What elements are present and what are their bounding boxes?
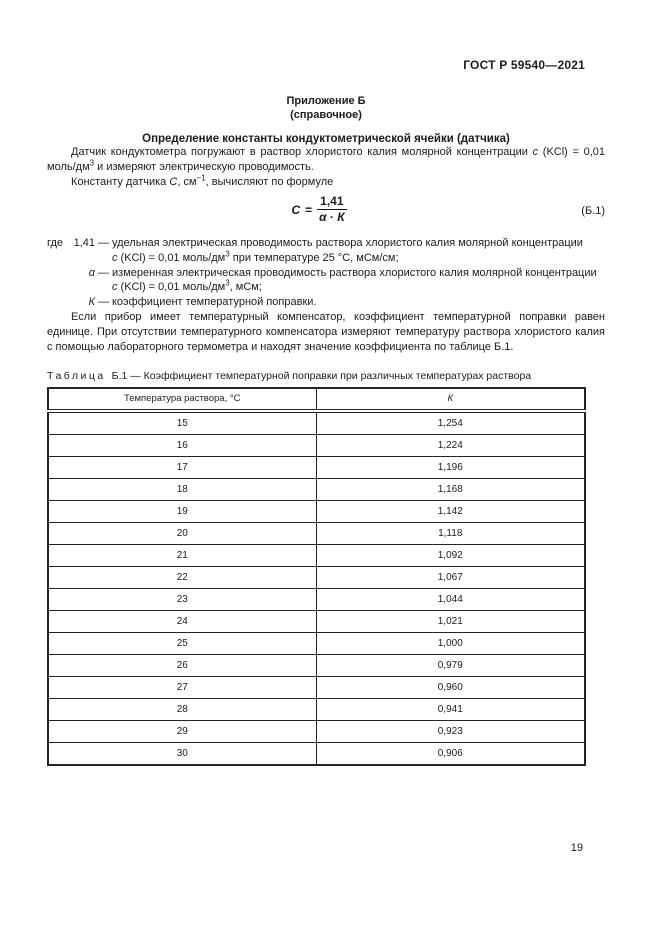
formula-dot-operator: · xyxy=(326,210,338,224)
k-value-cell: 1,224 xyxy=(316,434,585,456)
table-row xyxy=(48,522,585,544)
p1-text-b: (KCl) = 0,01 моль/дм xyxy=(47,146,605,173)
k-value-cell: 1,118 xyxy=(316,522,585,544)
appendix-heading xyxy=(47,94,605,122)
table-row xyxy=(48,411,585,435)
section-title: Определение константы кондуктометрической ячейки (датчика) xyxy=(142,133,510,145)
definition-dash: — xyxy=(98,237,109,249)
table-caption-number: Б.1 xyxy=(111,369,128,382)
definition-dash: — xyxy=(98,296,109,309)
table-row xyxy=(48,434,585,456)
temperature-correction-table xyxy=(47,387,586,766)
table-row xyxy=(48,632,585,654)
definition-alpha-var-c: с xyxy=(112,281,118,294)
k-value-cell: 1,168 xyxy=(316,478,585,500)
temperature-cell: 15 xyxy=(176,417,188,429)
table-caption-text: Коэффициент температурной поправки при различных температурах раствора xyxy=(143,369,532,382)
p2-var-c: С xyxy=(169,176,178,188)
temperature-cell: 22 xyxy=(48,566,316,588)
definition-row-k xyxy=(47,295,605,310)
appendix-kind: (справочное) xyxy=(290,109,362,121)
k-value-cell: 0,979 xyxy=(316,654,585,676)
table-row xyxy=(48,610,585,632)
k-value-cell: 0,941 xyxy=(316,698,585,720)
p2-text-a: Константу датчика xyxy=(71,176,170,188)
formula-cell-constant xyxy=(291,195,346,224)
k-value-cell: 1,092 xyxy=(316,544,585,566)
paragraph-compensator: Если прибор имеет температурный компенсатор, коэффициент температурной поправки равен единице. При отсутствии температурного компенсатора измеряют температуру раствора хлористого калия с помощью лабораторного термометра и находят значение коэффициента по таблице Б.1. xyxy=(47,310,605,353)
definition-term-alpha: α xyxy=(88,266,95,279)
definition-alpha-superscript: 3 xyxy=(225,278,230,288)
temperature-cell: 21 xyxy=(48,544,316,566)
k-value-cell: 1,000 xyxy=(316,632,585,654)
temperature-cell: 18 xyxy=(48,478,316,500)
formula-lhs: С xyxy=(291,202,301,217)
table-row xyxy=(48,566,585,588)
definition-141-line2b: при температуре 25 °С, мСм/см; xyxy=(229,251,399,264)
definition-term-141: 1,41 xyxy=(73,237,95,249)
where-lead-spacer xyxy=(47,295,70,310)
definition-141-line2a: (KCl) = 0,01 моль/дм xyxy=(117,251,226,264)
symbol-definitions xyxy=(47,236,605,310)
definition-term-k: К xyxy=(88,296,95,309)
column-header-temperature: Температура раствора, °С xyxy=(48,388,316,411)
table-row xyxy=(48,720,585,742)
table-row xyxy=(48,478,585,500)
table-body xyxy=(48,411,585,765)
temperature-cell: 19 xyxy=(48,500,316,522)
p1-text-d: и измеряют электрическую проводимость. xyxy=(94,161,314,173)
temperature-cell: 28 xyxy=(48,698,316,720)
k-value-cell: 1,067 xyxy=(316,566,585,588)
temperature-cell: 16 xyxy=(48,434,316,456)
where-lead-spacer xyxy=(47,266,70,295)
k-value-cell: 1,142 xyxy=(316,500,585,522)
standard-reference: ГОСТ Р 59540—2021 xyxy=(463,58,585,72)
p1-superscript: 3 xyxy=(89,158,95,168)
definition-text-141 xyxy=(112,236,605,265)
paragraph-sensor-immersion xyxy=(47,145,605,175)
table-row xyxy=(48,500,585,522)
table-row xyxy=(48,654,585,676)
k-value-cell: 1,254 xyxy=(316,411,585,435)
table-header xyxy=(48,388,585,411)
temperature-cell: 26 xyxy=(48,654,316,676)
definition-141-superscript: 3 xyxy=(225,248,230,258)
definition-141-line1: удельная электрическая проводимость раствора хлористого калия молярной концентрации xyxy=(112,237,583,249)
definition-alpha-line1: измеренная электрическая проводимость раствора хлористого калия молярной концентрации xyxy=(112,266,597,279)
definition-text-k: коэффициент температурной поправки. xyxy=(112,296,317,309)
p1-text-a: Датчик кондуктометра погружают в раствор хлористого калия молярной концентрации xyxy=(71,146,533,158)
formula-denominator xyxy=(319,210,345,224)
where-lead: где xyxy=(47,237,64,249)
table-caption xyxy=(47,370,605,382)
p2-text-d: , вычисляют по формуле xyxy=(205,176,334,188)
definition-row-141 xyxy=(47,236,605,265)
k-value-cell: 1,021 xyxy=(316,610,585,632)
temperature-cell: 23 xyxy=(48,588,316,610)
table-caption-word: Таблица xyxy=(47,369,106,382)
table-row xyxy=(48,698,585,720)
temperature-cell: 24 xyxy=(48,610,316,632)
column-header-k: К xyxy=(316,388,585,411)
temperature-cell: 20 xyxy=(48,522,316,544)
definition-141-var-c: с xyxy=(112,251,118,264)
formula-k: К xyxy=(337,210,345,224)
table-row xyxy=(48,588,585,610)
table-row xyxy=(48,676,585,698)
formula-number-label: (Б.1) xyxy=(581,205,605,218)
p2-superscript: −1 xyxy=(196,173,206,183)
definition-alpha-line2b: , мСм; xyxy=(229,281,262,294)
temperature-cell: 17 xyxy=(48,456,316,478)
definition-row-alpha xyxy=(47,266,605,295)
formula-numerator: 1,41 xyxy=(317,195,346,210)
page-content xyxy=(47,0,605,766)
definition-text-alpha xyxy=(112,266,605,295)
temperature-cell: 30 xyxy=(48,742,316,765)
equals-sign: = xyxy=(305,202,313,217)
p2-text-b: , см xyxy=(177,176,197,188)
formula-fraction xyxy=(317,195,346,224)
temperature-cell: 25 xyxy=(48,632,316,654)
p1-var-c: с xyxy=(532,146,539,158)
definition-alpha-line2a: (KCl) = 0,01 моль/дм xyxy=(117,281,226,294)
page-number: 19 xyxy=(570,842,583,854)
table-row xyxy=(48,456,585,478)
appendix-label: Приложение Б xyxy=(286,95,366,107)
table-caption-dash: — xyxy=(130,369,141,382)
formula-alpha: α xyxy=(319,210,327,224)
k-value-cell: 0,960 xyxy=(316,676,585,698)
temperature-cell: 27 xyxy=(48,676,316,698)
definition-dash: — xyxy=(98,266,109,279)
k-value-cell: 0,923 xyxy=(316,720,585,742)
temperature-cell: 29 xyxy=(48,720,316,742)
k-value-cell: 1,044 xyxy=(316,588,585,610)
k-value-cell: 1,196 xyxy=(316,456,585,478)
k-value-cell: 0,906 xyxy=(316,742,585,765)
table-row xyxy=(48,742,585,765)
table-row xyxy=(48,544,585,566)
formula-block xyxy=(47,195,605,229)
paragraph-constant-intro xyxy=(47,175,605,190)
